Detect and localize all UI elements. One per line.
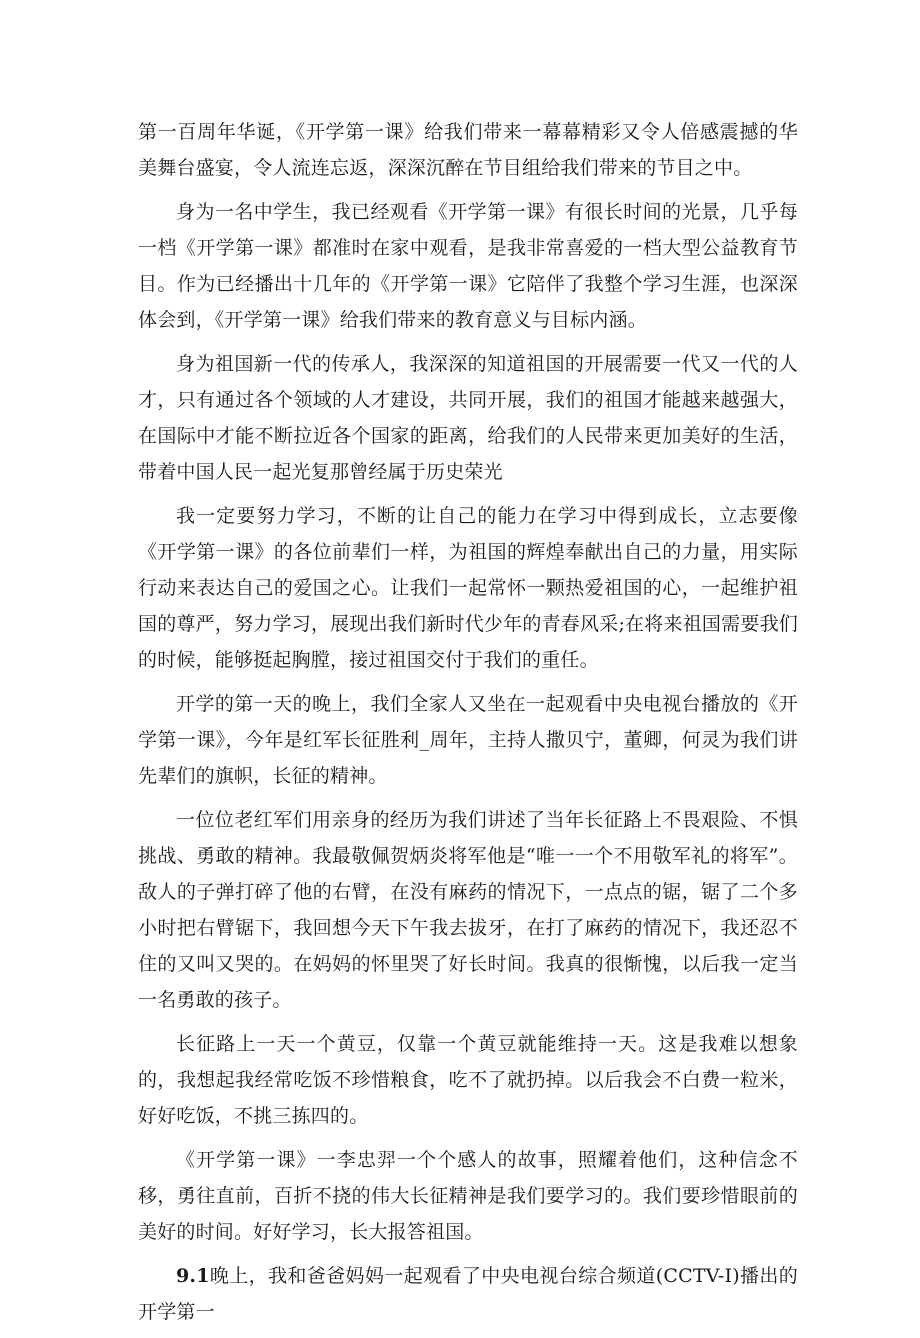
paragraph-1: 第一百周年华诞，《开学第一课》给我们带来一幕幕精彩又令人倍感震撼的华美舞台盛宴，令人流连忘返，深深沉醉在节目组给我们带来的节目之中。 [138, 121, 798, 179]
paragraph-2: 身为一名中学生，我已经观看《开学第一课》有很长时间的光景，几乎每一档《开学第一课》都准时在家中观看，是我非常喜爱的一档大型公益教育节目。作为已经播出十几年的《开学第一课》它陪伴了我整个学习生涯，也深深体会到，《开学第一课》给我们带来的教育意义与目标内涵。 [138, 201, 798, 331]
paragraph-4: 我一定要努力学习，不断的让自己的能力在学习中得到成长，立志要像《开学第一课》的各位前辈们一样，为祖国的辉煌奉献出自己的力量，用实际行动来表达自己的爱国之心。让我们一起常怀一颗热爱祖国的心，一起维护祖国的尊严，努力学习，展现出我们新时代少年的青春风采;在将来祖国需要我们的时候，能够挺起胸膛，接过祖国交付于我们的重任。 [138, 505, 798, 671]
paragraph-6: 一位位老红军们用亲身的经历为我们讲述了当年长征路上不畏艰险、不惧挑战、勇敢的精神。我最敬佩贺炳炎将军他是“唯一一个不用敬军礼的将军”。敌人的子弹打碎了他的右臂，在没有麻药的情况下，一点点的锯，锯了二个多小时把右臂锯下，我回想今天下午我去拔牙，在打了麻药的情况下，我还忍不住的又叫又哭的。在妈妈的怀里哭了好长时间。我真的很惭愧，以后我一定当一名勇敢的孩子。 [138, 809, 798, 1011]
document-page [138, 114, 798, 1338]
paragraph-9-text: 晚上，我和爸爸妈妈一起观看了中央电视台综合频道(CCTV-I)播出的开学第一 [138, 1265, 798, 1323]
paragraph-5: 开学的第一天的晚上，我们全家人又坐在一起观看中央电视台播放的《开学第一课》，今年是红军长征胜利_周年，主持人撒贝宁，董卿，何灵为我们讲先辈们的旗帜，长征的精神。 [138, 693, 798, 787]
paragraph-3: 身为祖国新一代的传承人，我深深的知道祖国的开展需要一代又一代的人才，只有通过各个领域的人才建设，共同开展，我们的祖国才能越来越强大，在国际中才能不断拉近各个国家的距离，给我们的人民带来更加美好的生活，带着中国人民一起光复那曾经属于历史荣光 [138, 353, 798, 483]
paragraph-8: 《开学第一课》一李忠羿一个个感人的故事，照耀着他们，这种信念不移，勇往直前，百折不挠的伟大长征精神是我们要学习的。我们要珍惜眼前的美好的时间。好好学习，长大报答祖国。 [138, 1149, 798, 1243]
paragraph-9 [138, 1258, 798, 1330]
paragraph-7: 长征路上一天一个黄豆，仅靠一个黄豆就能维持一天。这是我难以想象的，我想起我经常吃饭不珍惜粮食，吃不了就扔掉。以后我会不白费一粒米，好好吃饭，不挑三拣四的。 [138, 1033, 798, 1127]
paragraph-9-date: 9.1 [176, 1265, 210, 1287]
